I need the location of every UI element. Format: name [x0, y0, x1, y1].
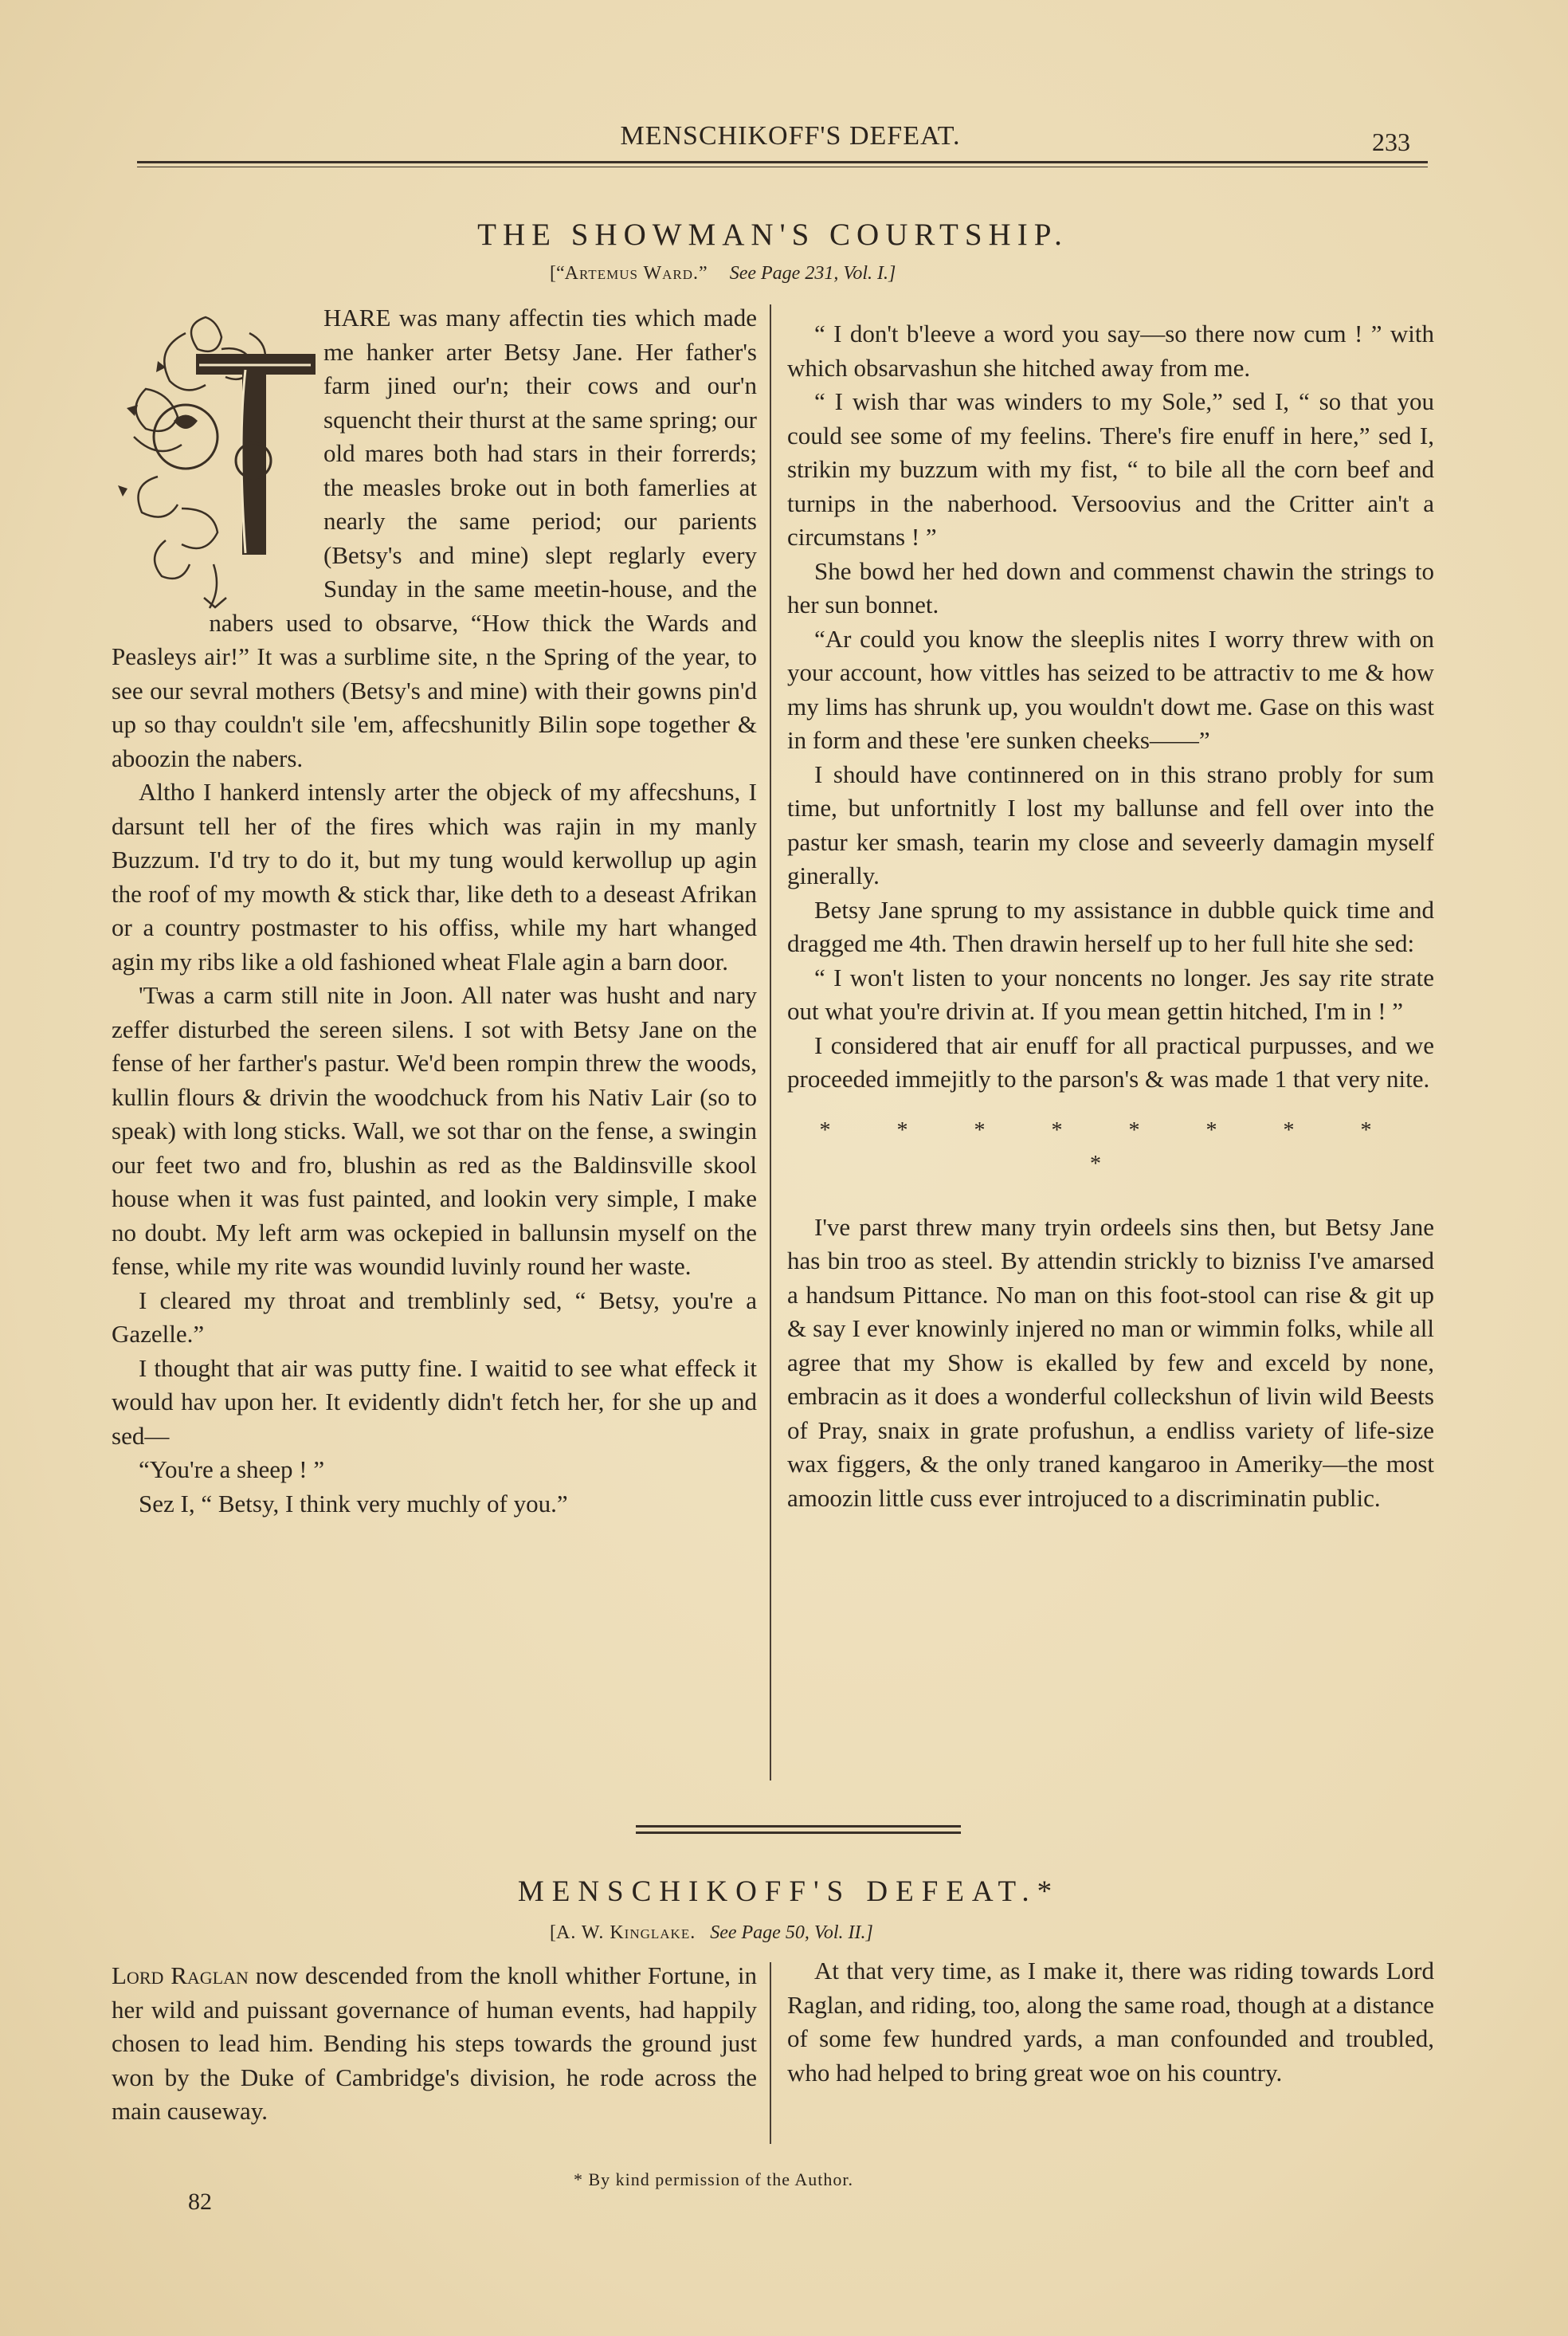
paragraph: I considered that air enuff for all practical purpusses, and we proceeded immejitly to the parson's & was made 1 that very nite. [787, 1031, 1434, 1093]
paragraph: Altho I hankerd intensly arter the objeck of my affecshuns, I darsunt tell her of the fires which was rajin in my manly Buzzum. I'd try to do it, but my tung would kerwollup up agin the roof of my mowth & stick thar, like deth to a deseast Afrikan or a country postmaster to his offiss, while my hart whanged agin my ribs like a old fashioned wheat Flale agin a barn door. [112, 778, 757, 976]
paragraph: I should have continnered on in this strano probly for sum time, but unfortnitly I lost my ballunse and fell over into the pastur ker smash, tearin my close and seveerly damagin myself ginerally. [787, 760, 1434, 889]
lead-in: Lord Raglan [112, 1961, 249, 1989]
running-title: MENSCHIKOFF'S DEFEAT. [620, 121, 961, 151]
section-rule [636, 1832, 961, 1834]
section-break-stars: * * * * * * * * * [819, 1117, 1402, 1176]
section-rule [636, 1825, 961, 1828]
signature-mark: 82 [188, 2189, 212, 2215]
header-rule [137, 161, 1428, 163]
paragraph: I cleared my throat and tremblinly sed, “ Betsy, you're a Gazelle.” [112, 1286, 757, 1348]
story-source: [“Artemus Ward.” See Page 231, Vol. I.] [550, 263, 896, 284]
article-right-column [787, 1954, 1434, 2090]
paragraph: HARE was many affectin ties which made me hanker arter Betsy Jane. Her father's farm jined our'n; their cows and our'n squencht their thurst at the same spring; our old mares both had stars in their forrerds; the measles broke out in both famerlies at nearly the same period; our parients (Betsy's and mine) slept reglarly every Sunday in the same meetin-house, and the nabers used to obsarve, “How thick the Wards and Peasleys air!” It was a surblime site, n the Spring of the year, to see our sevral mothers (Betsy's and mine) with their gowns pin'd up so thay couldn't sile 'em, affecshunitly Bilin sope together & aboozin the nabers. [112, 304, 757, 772]
column-divider [770, 1962, 771, 2144]
article-source: [A. W. Kinglake. See Page 50, Vol. II.] [550, 1922, 873, 1943]
source-author: A. W. Kinglake. [556, 1922, 696, 1943]
story-left-column [112, 301, 757, 1521]
paragraph: Betsy Jane sprung to my assistance in dubble quick time and dragged me 4th. Then drawin herself up to her full hite she sed: [787, 895, 1434, 957]
paragraph: Sez I, “ Betsy, I think very muchly of you.” [139, 1489, 568, 1517]
column-divider [770, 304, 771, 1780]
story-right-column [787, 317, 1434, 1515]
paragraph: At that very time, as I make it, there was riding towards Lord Raglan, and riding, too, along the same road, though at a distance of some few hundred yards, a man confounded and troubled, who had helped to bring great woe on his country. [787, 1957, 1434, 2087]
ornamental-dropcap [110, 301, 319, 617]
paragraph: “ I wish thar was winders to my Sole,” sed I, “ so that you could see some of my feelins. There's fire enuff in here,” sed I, strikin my buzzum with my fist, “ to bile all the corn beef and turnips in the naberhood. Versoovius and the Critter ain't a circumstans ! ” [787, 387, 1434, 551]
article-left-column [112, 1959, 757, 2129]
story-title: THE SHOWMAN'S COURTSHIP. [477, 218, 1068, 252]
paragraph: Lord Raglan now descended from the knoll whither Fortune, in her wild and puissant governance of human events, had happily chosen to lead him. Bending his steps towards the ground just won by the Duke of Cambridge's division, he rode across the main causeway. [112, 1961, 757, 2125]
source-reference: See Page 231, Vol. I.] [729, 263, 896, 284]
ornament-icon [110, 301, 319, 617]
paragraph: 'Twas a carm still nite in Joon. All nater was husht and nary zeffer disturbed the sereen silens. I sot with Betsy Jane on the fense of her farther's pastur. We'd been rompin threw the woods, kullin flours & drivin the woodchuck from his Nativ Lair (so to speak) with long sticks. Wall, we sot thar on the fense, a swingin our feet two and fro, blushin as red as the Baldinsville skool house when it was fust painted, and lookin very simple, I make no doubt. My left arm was ockepied in ballunsin myself on the fense, while my rite was woundid luvinly round her waste. [112, 981, 757, 1280]
paragraph: “ I won't listen to your noncents no longer. Jes say rite strate out what you're drivin at. If you mean gettin hitched, I'm in ! ” [787, 963, 1434, 1025]
footnote: * By kind permission of the Author. [574, 2169, 853, 2189]
paragraph: I've parst threw many tryin ordeels sins then, but Betsy Jane has bin troo as steel. By attendin strickly to bizniss I've amarsed a handsum Pittance. No man on this foot-stool can rise & git up & say I ever knowinly injered no man or wimmin folks, while all agree that my Show is ekalled by few and exceld by none, embracin as it does a wonderful colleckshun of livin wild Beests of Pray, snaix in grate profushun, a endliss variety of life-size wax figgers, & the only traned kangaroo in Ameriky—the most amoozin little cuss ever introjuced to a discriminatin public. [787, 1212, 1434, 1512]
paragraph: I thought that air was putty fine. I waitid to see what effeck it would hav upon her. It evidently didn't fetch her, for she up and sed— [112, 1353, 757, 1450]
article-title: MENSCHIKOFF'S DEFEAT.* [517, 1875, 1060, 1908]
source-reference: See Page 50, Vol. II.] [710, 1922, 873, 1943]
page-number: 233 [1372, 128, 1410, 156]
paragraph: “You're a sheep ! ” [139, 1455, 325, 1483]
paragraph: She bowd her hed down and commenst chawin the strings to her sun bonnet. [787, 556, 1434, 618]
paragraph: “Ar could you know the sleeplis nites I worry threw with on your account, how vittles has seized to be attractiv to me & how my lims has shrunk up, you wouldn't dowt me. Gase on this wast in form and these 'ere sunken cheeks——” [787, 624, 1434, 754]
paragraph: “ I don't b'leeve a word you say—so there now cum ! ” with which obsarvashun she hitched away from me. [787, 320, 1434, 382]
source-author: Artemus Ward. [564, 263, 700, 284]
